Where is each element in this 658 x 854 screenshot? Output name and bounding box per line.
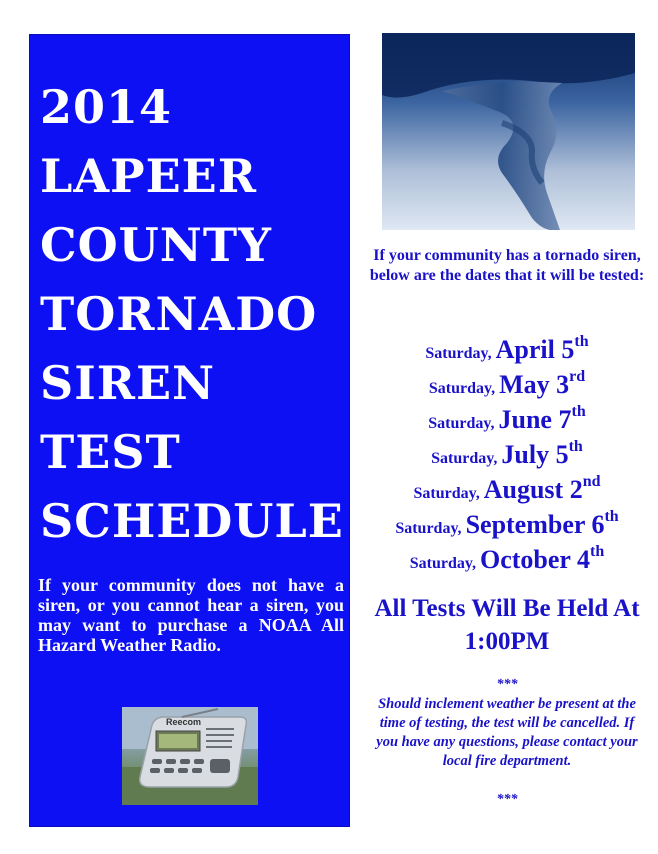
test-date-item: Saturday, May 3rd: [428, 368, 586, 399]
stars-separator: ***: [496, 677, 518, 692]
title-line: SIREN: [40, 356, 216, 410]
title-line: LAPEER: [40, 149, 257, 203]
weather-radio-note: If your community does not have a siren, or you cannot hear a siren, you may want to purchase a NOAA All Hazard Weather Radio.: [38, 575, 344, 655]
test-date-item: Saturday, August 2nd: [413, 473, 601, 504]
test-date-item: Saturday, June 7th: [428, 403, 586, 434]
weather-cancellation-notice: Should inclement weather be present at the time of testing, the test will be cancelled. If you have any questions, please contact your local fire department.: [376, 696, 638, 769]
title-line: COUNTY: [40, 218, 272, 272]
test-date-item: Saturday, September 6th: [395, 508, 619, 539]
test-dates-list: [368, 324, 646, 574]
test-date-item: Saturday, April 5th: [425, 333, 589, 364]
test-time-heading: All Tests Will Be Held At 1:00PM: [374, 595, 640, 655]
stars-separator: ***: [496, 792, 518, 807]
title-line: TEST: [40, 425, 181, 479]
test-date-item: Saturday, July 5th: [431, 438, 583, 469]
blue-title-panel: [29, 34, 350, 827]
radio-brand-label: Reecom: [166, 717, 202, 727]
title-line: SCHEDULE: [40, 494, 344, 548]
page-title: [40, 73, 344, 556]
title-line: 2014: [40, 80, 173, 134]
test-date-item: Saturday, October 4th: [409, 543, 605, 574]
weather-radio-image: [122, 707, 258, 805]
title-line: TORNADO: [40, 287, 318, 341]
tornado-photo: [382, 33, 635, 230]
intro-text: If your community has a tornado siren, below are the dates that it will be tested:: [369, 247, 645, 284]
tornado-icon: [382, 33, 635, 230]
